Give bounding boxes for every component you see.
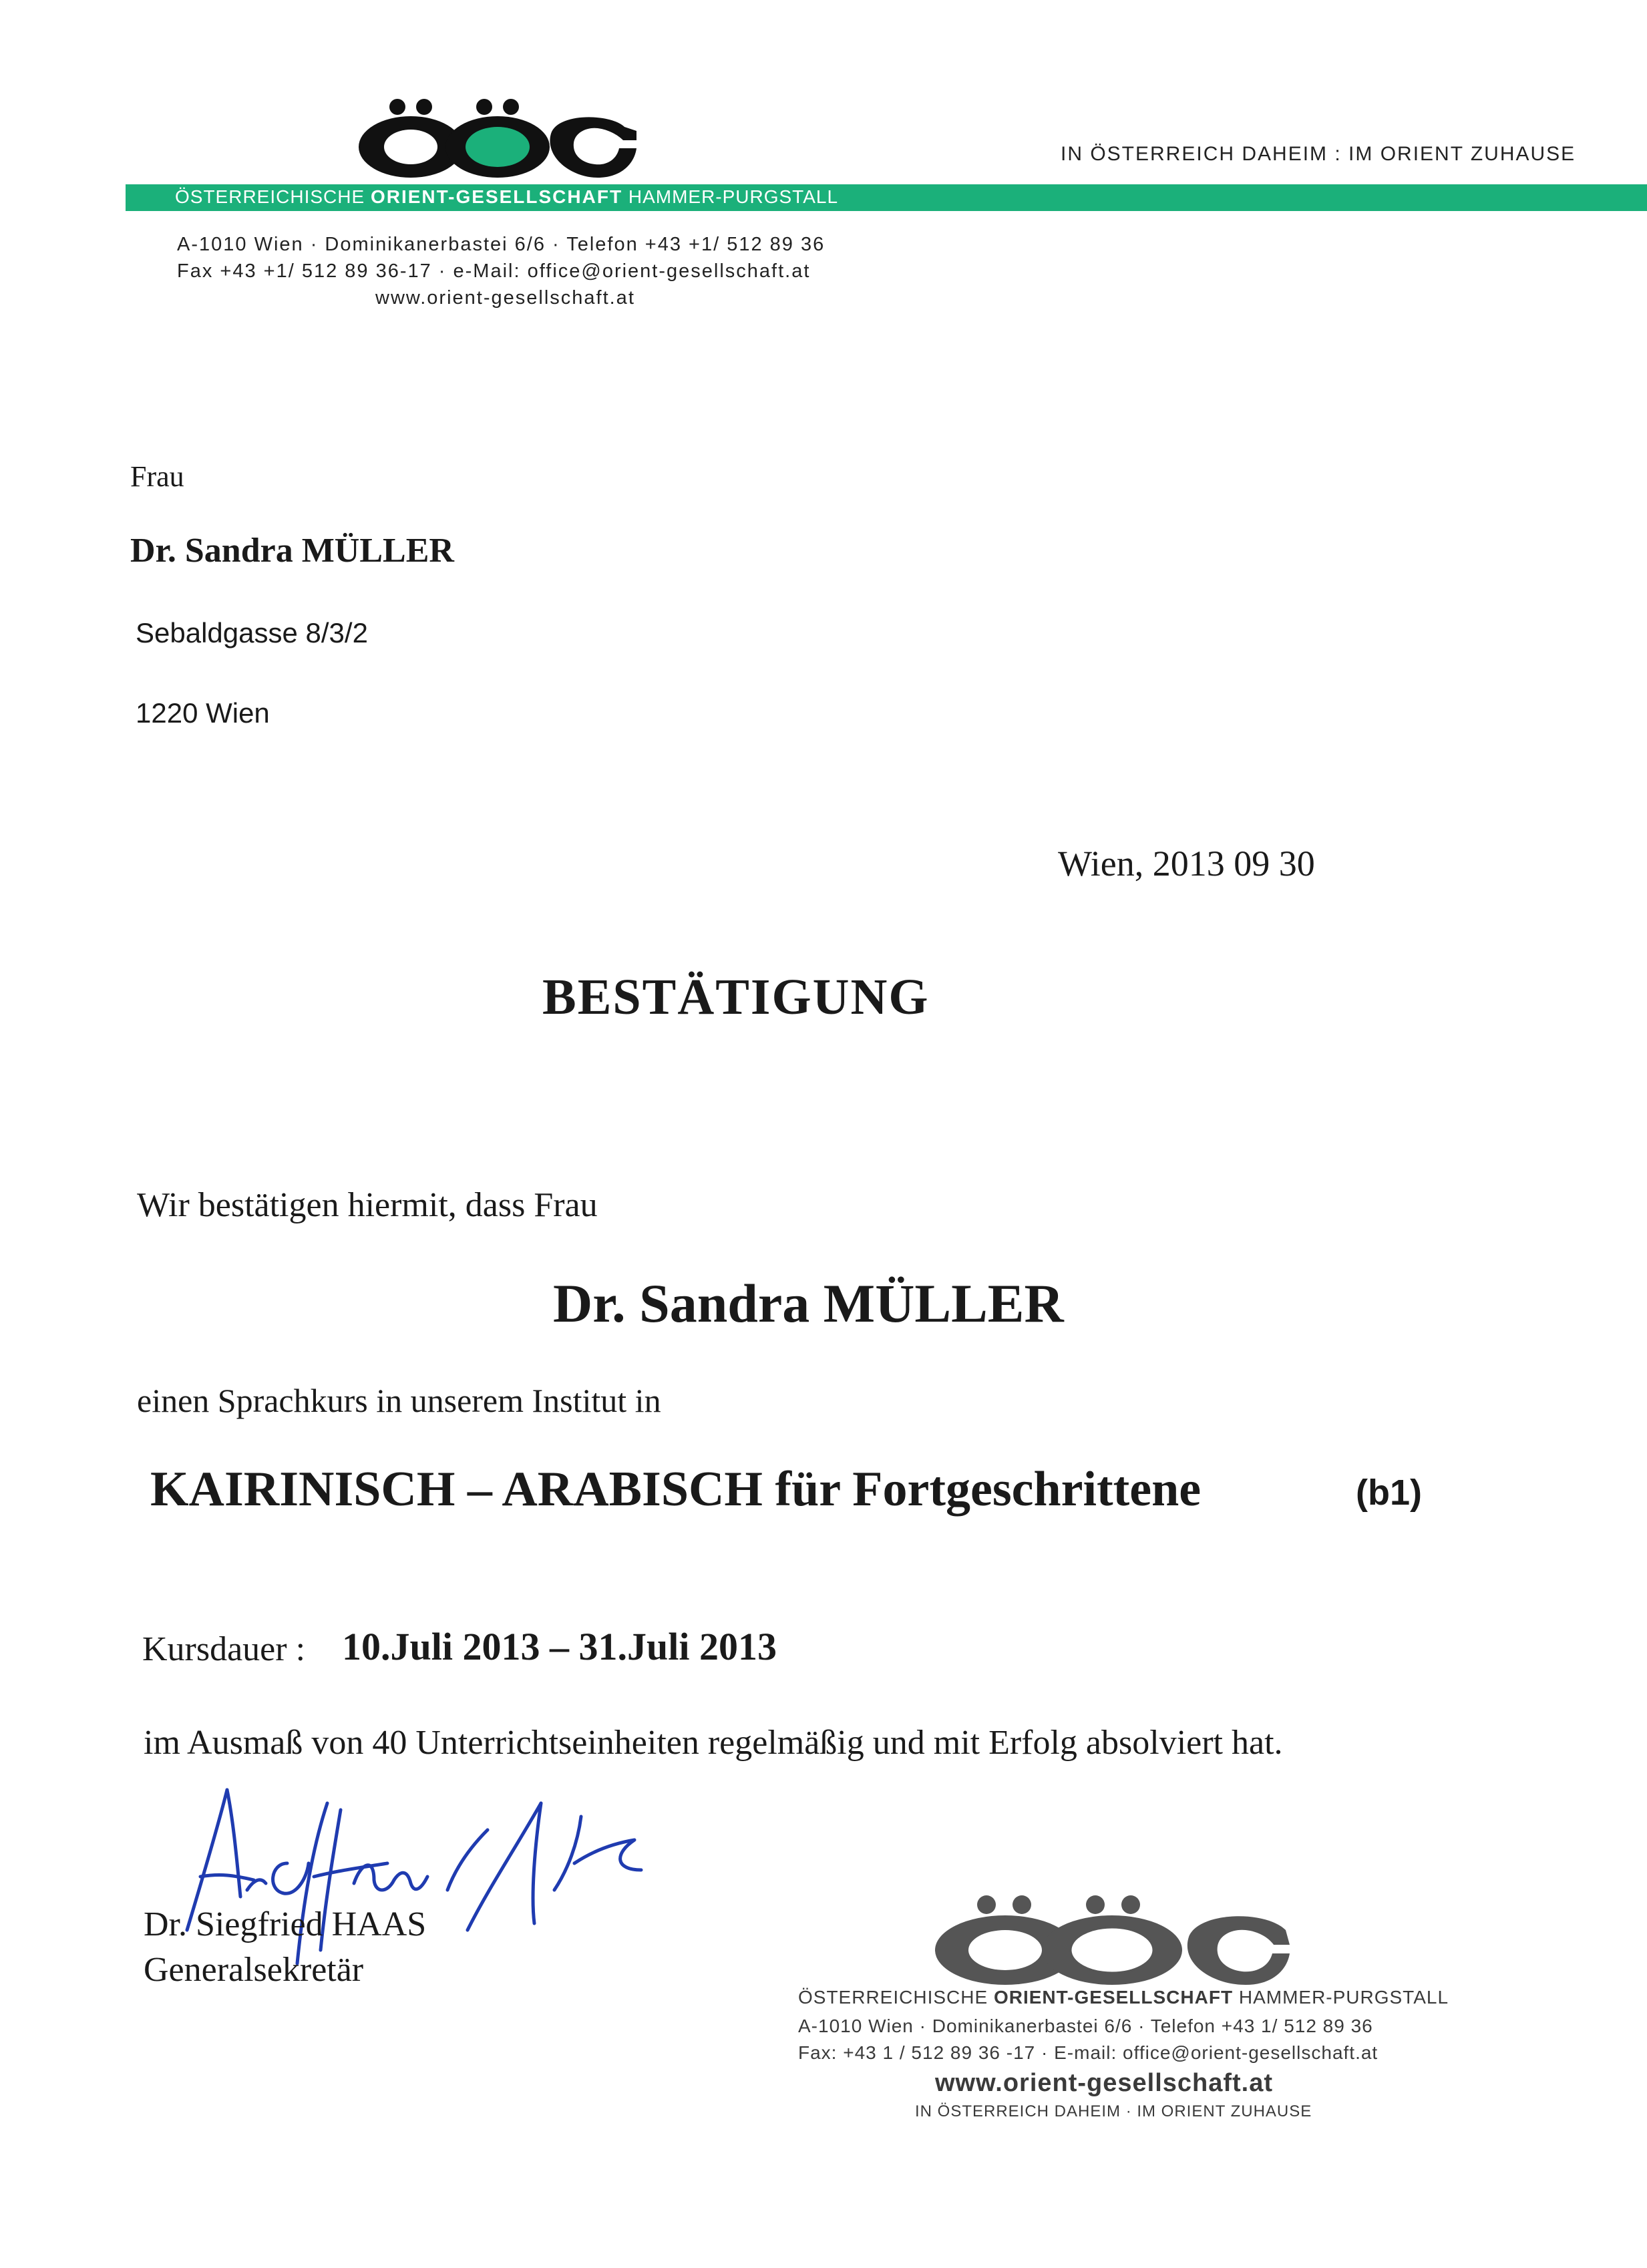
signatory-name: Dr. Siegfried HAAS xyxy=(144,1905,427,1943)
stamp-website: www.orient-gesellschaft.at xyxy=(935,2069,1274,2097)
stamp-logo xyxy=(932,1890,1292,1987)
oeog-logo xyxy=(357,93,638,180)
stamp-organization xyxy=(798,1987,1449,2008)
stamp-bold: ORIENT-GESELLSCHAFT xyxy=(993,1987,1234,2008)
organization-name xyxy=(175,186,838,208)
band-suffix: HAMMER-PURGSTALL xyxy=(628,186,839,207)
band-bold: ORIENT-GESELLSCHAFT xyxy=(370,186,623,207)
course-intro-text: einen Sprachkurs in unserem Institut in xyxy=(137,1382,661,1419)
duration-value: 10.Juli 2013 – 31.Juli 2013 xyxy=(342,1625,777,1668)
website-line: www.orient-gesellschaft.at xyxy=(375,287,635,309)
band-prefix: ÖSTERREICHISCHE xyxy=(175,186,365,207)
recipient-street: Sebaldgasse 8/3/2 xyxy=(136,617,368,648)
recipient-name: Dr. Sandra MÜLLER xyxy=(130,532,454,570)
recipient-salutation: Frau xyxy=(130,460,184,493)
stamp-prefix: ÖSTERREICHISCHE xyxy=(798,1987,988,2008)
stamp-address: A-1010 Wien · Dominikanerbastei 6/6 · Telefon +43 1/ 512 89 36 xyxy=(798,2016,1373,2036)
duration-label: Kursdauer : xyxy=(142,1630,306,1668)
stamp-suffix: HAMMER-PURGSTALL xyxy=(1238,1987,1449,2008)
recipient-city: 1220 Wien xyxy=(136,697,270,729)
stamp-contact: Fax: +43 1 / 512 89 36 -17 · E-mail: office@orient-gesellschaft.at xyxy=(798,2042,1379,2063)
participant-name: Dr. Sandra MÜLLER xyxy=(553,1273,1064,1334)
course-title: KAIRINISCH – ARABISCH für Fortgeschrittene xyxy=(150,1462,1202,1517)
completion-text: im Ausmaß von 40 Unterrichtseinheiten regelmäßig und mit Erfolg absolviert hat. xyxy=(144,1724,1283,1762)
letter-date: Wien, 2013 09 30 xyxy=(1058,843,1315,884)
signatory-title: Generalsekretär xyxy=(144,1951,364,1989)
contact-line: Fax +43 +1/ 512 89 36-17 · e-Mail: office@orient-gesellschaft.at xyxy=(177,260,811,282)
course-level: (b1) xyxy=(1356,1473,1422,1513)
stamp-tagline: IN ÖSTERREICH DAHEIM · IM ORIENT ZUHAUSE xyxy=(915,2102,1312,2120)
intro-text: Wir bestätigen hiermit, dass Frau xyxy=(137,1186,598,1224)
address-line: A-1010 Wien · Dominikanerbastei 6/6 · Telefon +43 +1/ 512 89 36 xyxy=(177,234,826,255)
tagline: IN ÖSTERREICH DAHEIM : IM ORIENT ZUHAUSE xyxy=(1061,143,1576,165)
document-heading: BESTÄTIGUNG xyxy=(542,969,930,1025)
